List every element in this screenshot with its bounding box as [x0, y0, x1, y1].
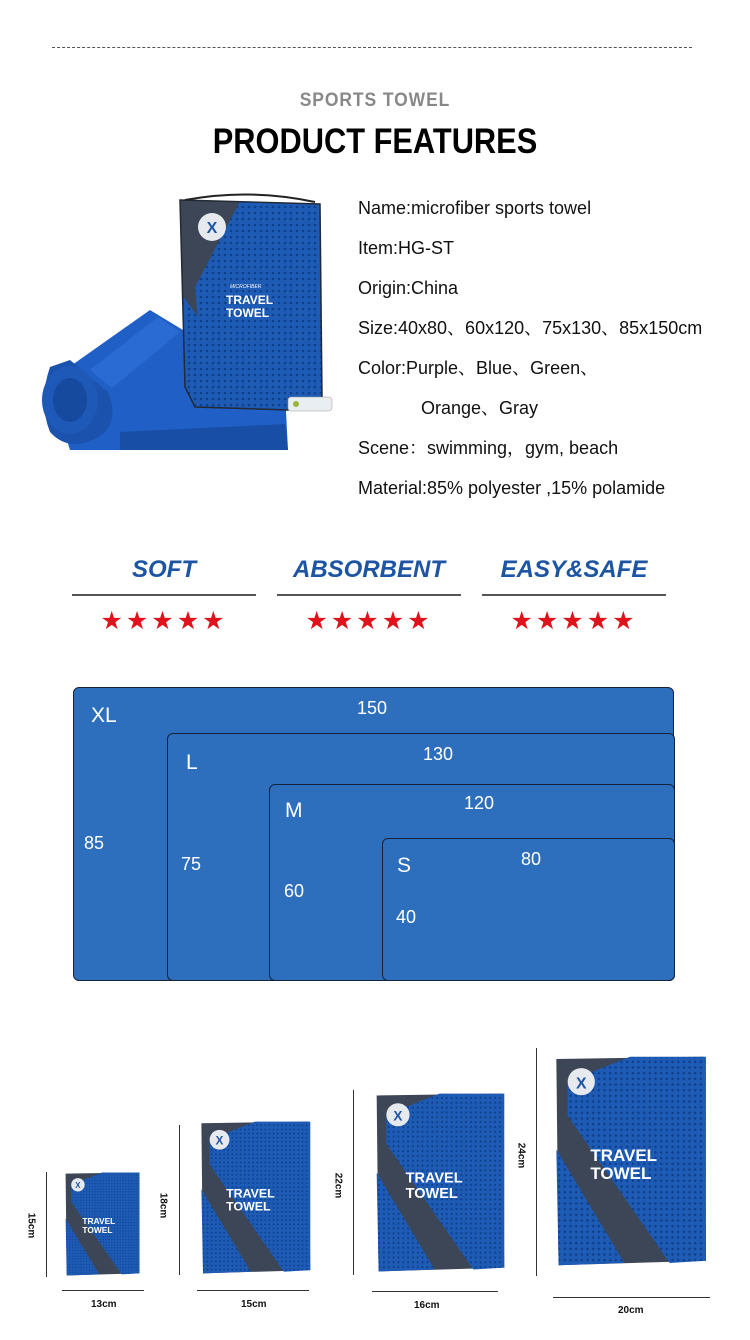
width-rule: [553, 1297, 710, 1298]
package-line1: TRAVEL: [226, 1186, 275, 1201]
size-width: 150: [357, 698, 388, 718]
size-width: 80: [521, 849, 542, 869]
package-medium: [190, 1115, 320, 1280]
package-line2: TOWEL: [405, 1185, 458, 1202]
section-title: PRODUCT FEATURES: [212, 122, 538, 161]
package-extra-large: [545, 1042, 715, 1280]
size-height: 75: [181, 854, 202, 874]
spec-list: [358, 197, 750, 517]
package-width-label: 20cm: [618, 1305, 644, 1316]
pouch-line1-text: TRAVEL: [226, 293, 274, 307]
size-height: 60: [284, 881, 305, 901]
feature-rule: [72, 594, 256, 596]
package-large: [367, 1085, 512, 1280]
height-rule: [353, 1090, 354, 1275]
size-name: S: [397, 854, 412, 877]
feature-rule: [482, 594, 666, 596]
height-rule: [179, 1125, 180, 1275]
star-rating: ★★★★★: [305, 607, 433, 635]
spec-color: Color:Purple、Blue、Green、: [358, 358, 599, 378]
star-rating: ★★★★★: [510, 607, 638, 635]
spec-origin: Origin:China: [358, 278, 459, 298]
package-height-label: 22cm: [332, 1172, 344, 1199]
svg-text:X: X: [206, 220, 218, 237]
size-name: M: [285, 799, 303, 822]
package-height-label: 24cm: [515, 1142, 527, 1169]
size-width: 120: [464, 793, 495, 813]
feature-soft: [72, 553, 256, 634]
product-hero-image: [30, 192, 345, 462]
package-height-label: 18cm: [157, 1192, 169, 1219]
section-subtitle: SPORTS TOWEL: [299, 90, 451, 111]
package-line1: TRAVEL: [82, 1216, 116, 1226]
star-rating: ★★★★★: [100, 607, 228, 635]
size-name: XL: [91, 704, 117, 727]
height-rule: [536, 1048, 537, 1276]
feature-label: ABSORBENT: [292, 556, 445, 583]
height-rule: [46, 1172, 47, 1277]
pouch-line2-text: TOWEL: [226, 306, 270, 320]
package-line2: TOWEL: [590, 1164, 652, 1184]
pouch-brand-text: MICROFIBER: [230, 284, 262, 290]
package-line1: TRAVEL: [590, 1146, 658, 1165]
package-width-label: 15cm: [241, 1299, 267, 1310]
spec-scene: Scene：swimming，gym, beach: [358, 438, 619, 458]
package-line2: TOWEL: [82, 1224, 113, 1235]
width-rule: [62, 1290, 144, 1291]
svg-text:X: X: [575, 1075, 587, 1093]
size-width: 130: [423, 744, 454, 764]
top-dashed-divider: [52, 47, 692, 48]
size-height: 85: [84, 833, 105, 853]
package-width-label: 13cm: [91, 1299, 117, 1310]
width-rule: [372, 1291, 498, 1292]
package-height-label: 15cm: [25, 1212, 37, 1239]
svg-text:X: X: [75, 1181, 81, 1191]
spec-name: Name:microfiber sports towel: [358, 198, 592, 218]
spec-size: Size:40x80、60x120、75x130、85x150cm: [358, 318, 703, 338]
svg-text:X: X: [215, 1135, 224, 1148]
feature-label: SOFT: [132, 556, 196, 583]
package-small: [58, 1168, 146, 1280]
spec-material: Material:85% polyester ,15% polamide: [358, 478, 666, 498]
width-rule: [197, 1290, 309, 1291]
package-line1: TRAVEL: [405, 1170, 463, 1187]
feature-easy-safe: [482, 553, 666, 634]
feature-absorbent: [277, 553, 461, 634]
feature-label: EASY&SAFE: [500, 556, 648, 583]
package-width-label: 16cm: [414, 1300, 440, 1311]
svg-text:X: X: [393, 1108, 403, 1124]
package-line2: TOWEL: [226, 1199, 271, 1214]
size-name: L: [186, 751, 198, 774]
size-box-s: [382, 838, 675, 981]
spec-item: Item:HG-ST: [358, 238, 455, 258]
spec-color-continued: Orange、Gray: [421, 398, 539, 418]
feature-rule: [277, 594, 461, 596]
size-height: 40: [396, 907, 417, 927]
